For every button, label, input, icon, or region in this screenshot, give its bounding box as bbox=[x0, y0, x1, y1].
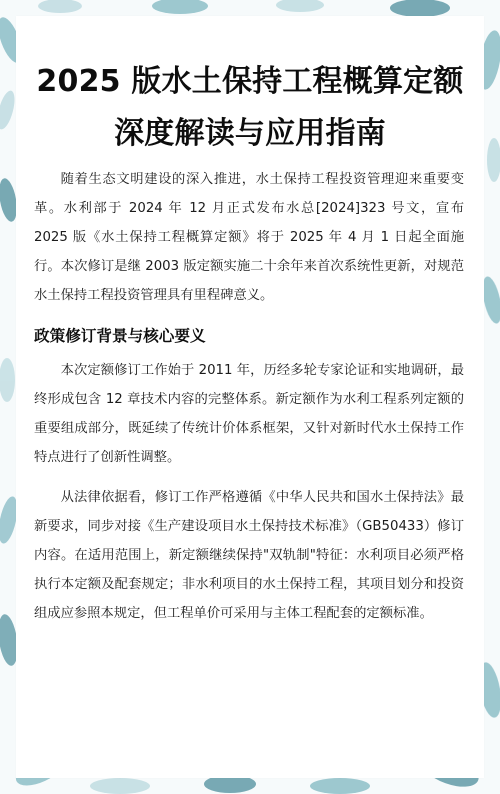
title-line-1: 2025 版水土保持工程概算定额 bbox=[36, 64, 464, 99]
document-body bbox=[34, 165, 464, 628]
section-heading: 政策修订背景与核心要义 bbox=[34, 327, 206, 345]
section-paragraph-2: 从法律依据看，修订工作严格遵循《中华人民共和国水土保持法》最新要求，同步对接《生产建设项目水土保持技术标准》（GB50433）修订内容。在适用范围上，新定额继续保持"双轨制"特征：水利项目必须严格执行本定额及配套规定；非水利项目的水土保持工程，其项目划分和投资组成应参照本规定，但工程单价可采用与主体工程配套的定额标准。 bbox=[34, 490, 464, 621]
section-paragraph-1: 本次定额修订工作始于 2011 年，历经多轮专家论证和实地调研，最终形成包含 12 章技术内容的完整体系。新定额作为水利工程系列定额的重要组成部分，既延续了传统计价体系框架，又针对新时代水土保持工作特点进行了创新性调整。 bbox=[34, 363, 464, 465]
title-line-2: 深度解读与应用指南 bbox=[114, 116, 386, 151]
document-title bbox=[16, 56, 484, 160]
intro-paragraph: 随着生态文明建设的深入推进，水土保持工程投资管理迎来重要变革。水利部于 2024 年 12 月正式发布水总[2024]323 号文，宣布 2025 版《水土保持工程概算定额》将于 2025 年 4 月 1 日起全面施行。本次修订是继 2003 版定额实施二十余年来首次系统性更新，对规范水土保持工程投资管理具有里程碑意义。 bbox=[34, 172, 464, 303]
